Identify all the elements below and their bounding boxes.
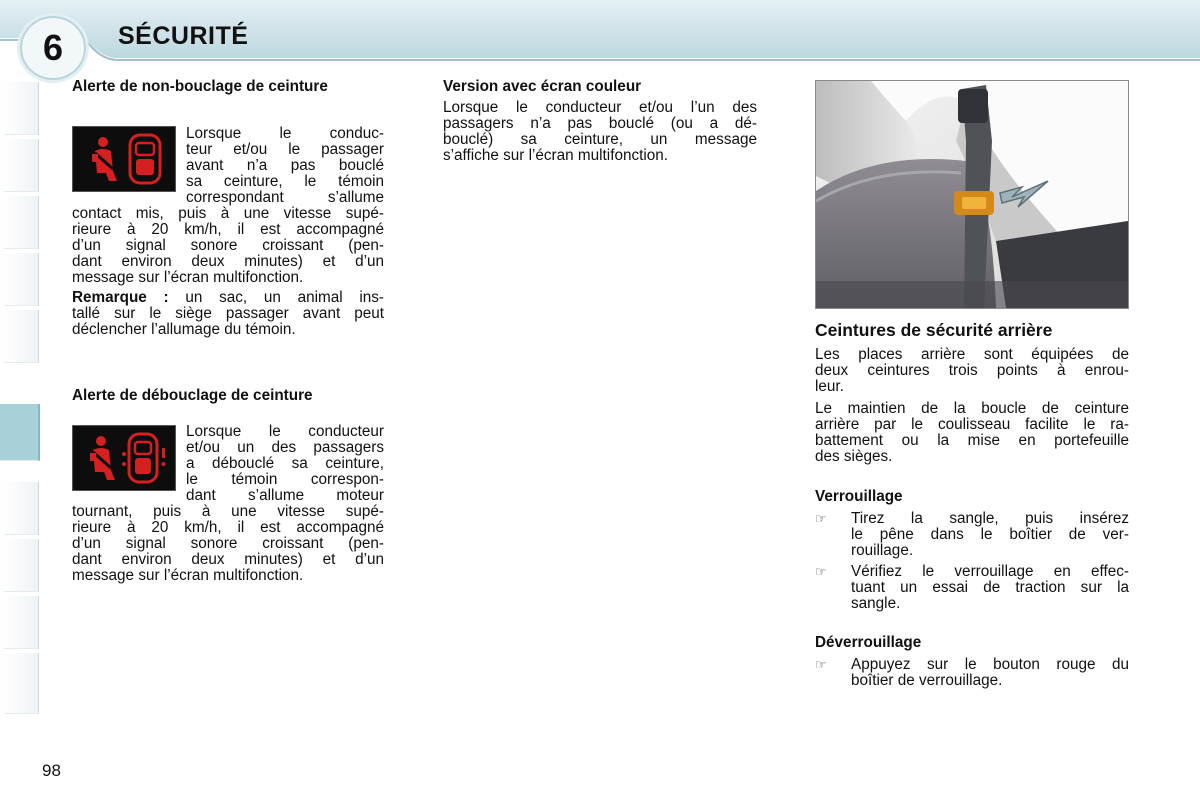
text-line: passagers n’a pas bouclé (ou a dé-: [443, 115, 757, 132]
chapter-tab[interactable]: [4, 196, 39, 249]
text-line: déclencher l’allumage du témoin.: [72, 321, 296, 338]
text-line: d’un signal sonore croissant (pen-: [72, 535, 384, 552]
text-line: et/ou un des passagers: [186, 439, 384, 456]
text-line: dant environ deux minutes) et d’un: [72, 551, 384, 568]
chapter-tab[interactable]: [4, 253, 39, 306]
version-couleur-text: [443, 100, 757, 164]
text-line: arrière par le coulisseau facilite le ra-: [815, 416, 1129, 433]
text-line: tournant, puis à une vitesse supé-: [72, 503, 384, 520]
pointing-hand-icon: ☞: [815, 511, 827, 526]
text-line: des sièges.: [815, 448, 893, 465]
text-line: le témoin correspon-: [186, 471, 384, 488]
chapter-tab[interactable]: [4, 539, 39, 592]
bullet-text: [851, 564, 1129, 612]
text-line: sa ceinture, le témoin: [186, 173, 384, 190]
remark-line: [72, 290, 384, 306]
seatbelt-unbuckle-warning-icon: [72, 425, 176, 491]
text-line: s’affiche sur l’écran multifonction.: [443, 147, 669, 164]
chapter-tab[interactable]: [4, 310, 39, 363]
chapter-title: SÉCURITÉ: [118, 22, 249, 50]
text-line: tuant un essai de traction sur la: [851, 579, 1129, 596]
text-line: rouillage.: [851, 542, 914, 559]
text-line: d’un signal sonore croissant (pen-: [72, 237, 384, 254]
text-line: deux ceintures trois points à enrou-: [815, 362, 1129, 379]
chapter-tab[interactable]: [4, 482, 39, 535]
text-line: dant environ deux minutes) et d’un: [72, 253, 384, 270]
chapter-tab[interactable]: [4, 139, 39, 192]
rear-seat-belt-photo: [815, 80, 1129, 309]
chapter-tab[interactable]: [4, 596, 39, 649]
text-line: Le maintien de la boucle de ceinture: [815, 400, 1129, 417]
section2-text: [72, 504, 384, 584]
ceintures-arriere-para2: [815, 401, 1129, 465]
text-line: leur.: [815, 378, 844, 395]
list-item: [815, 657, 1129, 689]
text-line: teur et/ou le passager: [186, 141, 384, 158]
text-line: dant s’allume moteur: [186, 487, 384, 504]
text-line: bouclé) sa ceinture, un message: [443, 131, 757, 148]
section-title-version-couleur: Version avec écran couleur: [443, 78, 642, 95]
chapter-tab[interactable]: [4, 82, 39, 135]
text-line: correspondant s’allume: [186, 189, 384, 206]
chapter-tab-strip: [0, 82, 40, 722]
bullet-text: [851, 511, 1129, 559]
text-line: rieure à 20 km/h, il est accompagné: [72, 519, 384, 536]
text-line: Tirez la sangle, puis insérez: [851, 510, 1129, 527]
pointing-hand-icon: ☞: [815, 657, 827, 672]
section1-text: [72, 206, 384, 338]
text-line: tallé sur le siège passager avant peut: [72, 305, 384, 322]
text-line: Lorsque le conduc-: [186, 125, 384, 142]
text-line: rieure à 20 km/h, il est accompagné: [72, 221, 384, 238]
chapter-number-badge: 6: [20, 16, 86, 80]
chapter-tab[interactable]: [4, 653, 39, 714]
section-title-deverrouillage: Déverrouillage: [815, 634, 922, 651]
ceintures-arriere-para1: [815, 347, 1129, 395]
text-line: contact mis, puis à une vitesse supé-: [72, 205, 384, 222]
seatbelt-warning-icon: [72, 126, 176, 192]
text-line: Appuyez sur le bouton rouge du: [851, 656, 1129, 673]
list-item: [815, 511, 1129, 559]
section1-text-wrapped: [186, 126, 384, 206]
text-line: avant n’a pas bouclé: [186, 157, 384, 174]
text-line: Les places arrière sont équipées de: [815, 346, 1129, 363]
bullet-text: [851, 657, 1129, 689]
text-line: le pêne dans le boîtier de ver-: [851, 526, 1129, 543]
remark-text: un sac, un animal ins-: [168, 289, 384, 306]
text-line: Lorsque le conducteur: [186, 423, 384, 440]
text-line: Lorsque le conducteur et/ou l’un des: [443, 99, 757, 116]
text-line: battement ou la mise en portefeuille: [815, 432, 1129, 449]
text-line: sangle.: [851, 595, 901, 612]
text-line: Vérifiez le verrouillage en effec-: [851, 563, 1129, 580]
section2-text-wrapped: [186, 424, 384, 504]
section-title-non-bouclage: Alerte de non-bouclage de ceinture: [72, 78, 328, 95]
chapter-tab-active[interactable]: [0, 404, 40, 461]
remark-label: Remarque :: [72, 289, 169, 306]
section-title-ceintures-arriere: Ceintures de sécurité arrière: [815, 320, 1053, 340]
pointing-hand-icon: ☞: [815, 564, 827, 579]
text-line: boîtier de verrouillage.: [851, 672, 1003, 689]
page-number: 98: [42, 761, 61, 780]
section-title-debouclage: Alerte de débouclage de ceinture: [72, 387, 313, 404]
list-item: [815, 564, 1129, 612]
text-line: message sur l’écran multifonction.: [72, 269, 304, 286]
text-line: a débouclé sa ceinture,: [186, 455, 384, 472]
section-title-verrouillage: Verrouillage: [815, 488, 903, 505]
text-line: message sur l’écran multifonction.: [72, 567, 304, 584]
